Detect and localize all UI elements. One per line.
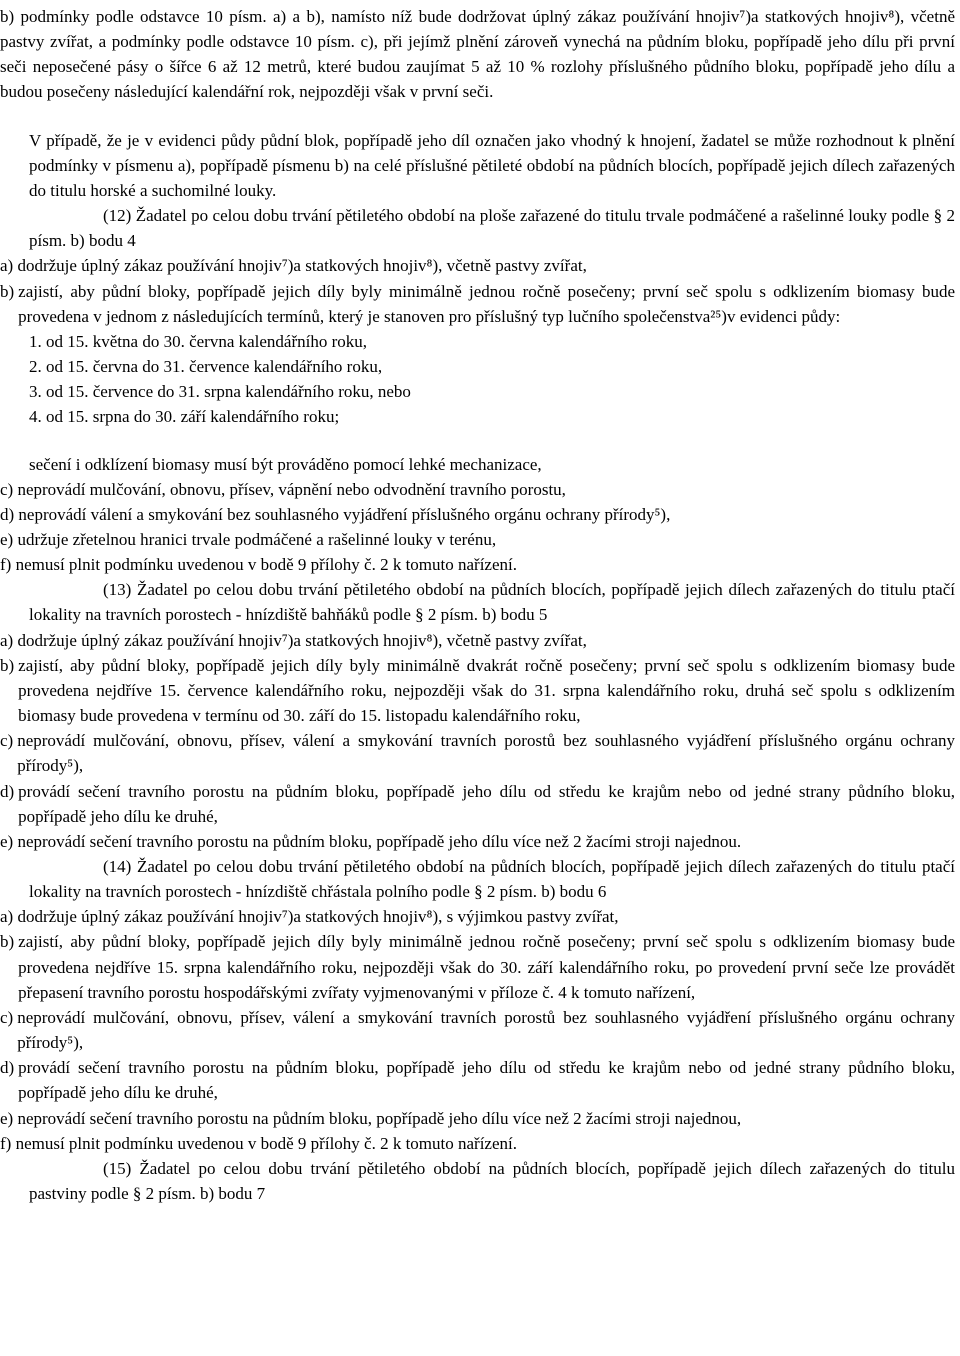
s14-item-b xyxy=(0,929,955,1004)
section-14-heading-text: (14) Žadatel po celou dobu trvání pětiletého období na půdních blocích, popřípadě jejich dílech zařazených do titulu ptačí lokality na travních porostech - hnízdiště chřástala polního podle § 2 písm. b) bodu 6 xyxy=(29,857,955,902)
s12-term-3: 3. od 15. července do 31. srpna kalendářního roku, nebo xyxy=(29,382,411,402)
s13-item-d xyxy=(0,779,955,829)
section-12-heading xyxy=(0,203,955,253)
s14-item-e xyxy=(0,1106,955,1131)
s13-item-d-text: provádí sečení travního porostu na půdním bloku, popřípadě jeho dílu od středu ke krajům nebo od jedné strany půdního bloku, popřípadě jeho dílu ke druhé, xyxy=(18,781,955,826)
s14-item-f xyxy=(0,1131,955,1156)
s12-term-1: 1. od 15. května do 30. června kalendářního roku, xyxy=(29,331,368,351)
s12-item-e-text: e) udržuje zřetelnou hranici trvale podmáčené a rašelinné louky v terénu, xyxy=(0,529,497,549)
s14-item-d-text: provádí sečení travního porostu na půdním bloku, popřípadě jeho dílu od středu ke krajům nebo od jedné strany půdního bloku, popřípadě jeho dílu ke druhé, xyxy=(18,1058,955,1103)
section-13-heading-text: (13) Žadatel po celou dobu trvání pětiletého období na půdních blocích, popřípadě jejich dílech zařazených do titulu ptačí lokality na travních porostech - hnízdiště bahňáků podle § 2 písm. b) bodu 5 xyxy=(29,580,955,625)
v-pripade-text: V případě, že je v evidenci půdy půdní blok, popřípadě jeho díl označen jako vhodný k hnojení, žadatel se může rozhodnout k plnění podmínky v písmenu a), popřípadě písmenu b) na celé příslušné pětileté období na půdních blocích, popřípadě jejich dílech zařazených do titulu horské a suchomilné louky. xyxy=(29,130,955,200)
s13-item-e-text: e) neprovádí sečení travního porostu na půdním bloku, popřípadě jeho dílu více než 2 žacími stroji najednou. xyxy=(0,831,742,851)
s12-item-c-text: c) neprovádí mulčování, obnovu, přísev, vápnění nebo odvodnění travního porostu, xyxy=(0,479,566,499)
s12-term-list xyxy=(0,329,955,430)
s14-item-b-label: b) xyxy=(0,932,15,952)
s12-seceni xyxy=(0,452,955,477)
s12-item-f-text: f) nemusí plnit podmínku uvedenou v bodě 9 přílohy č. 2 k tomuto nařízení. xyxy=(0,555,517,575)
s12-item-b-text: zajistí, aby půdní bloky, popřípadě jejich díly byly minimálně jednou ročně posečeny; první seč spolu s odklizením biomasy bude provedena v jednom z následujících termínů, který je stanoven pro příslušný typ lučního společenstva²⁵)v evidenci půdy: xyxy=(18,281,955,326)
spacer xyxy=(0,105,955,128)
s14-item-a-text: a) dodržuje úplný zákaz používání hnojiv⁷)a statkových hnojiv⁸), s výjimkou pastvy zvířat, xyxy=(0,907,619,927)
s13-item-c xyxy=(0,728,955,778)
s13-item-b xyxy=(0,653,955,728)
s13-item-a xyxy=(0,628,955,653)
s13-item-b-text: zajistí, aby půdní bloky, popřípadě jejich díly byly minimálně dvakrát ročně posečeny; první seč spolu s odklizením biomasy bude provedena nejdříve 15. července kalendářního roku, nejpozději však do 31. srpna kalendářního roku, druhá seč spolu s odklizením biomasy bude provedena v termínu od 30. září do 15. listopadu kalendářního roku, xyxy=(18,655,955,726)
section-14-heading xyxy=(0,854,955,904)
s12-item-e xyxy=(0,527,955,552)
s14-item-d-label: d) xyxy=(0,1058,15,1078)
s14-item-c-label: c) xyxy=(0,1007,14,1027)
s14-item-b-text: zajistí, aby půdní bloky, popřípadě jejich díly byly minimálně jednou ročně posečeny; první seč spolu s odklizením biomasy bude provedena nejdříve 15. srpna kalendářního roku, nejpozději však do 30. září kalendářního roku, po provedení první seče lze provádět přepasení travního porostu hospodářskými zvířaty vyjmenovanými v příloze č. 4 k tomuto nařízení, xyxy=(18,932,955,1002)
s12-item-a xyxy=(0,253,955,278)
spacer xyxy=(0,430,955,452)
s12-item-f xyxy=(0,552,955,577)
s12-item-b-label: b) xyxy=(0,281,15,301)
s13-item-a-text: a) dodržuje úplný zákaz používání hnojiv⁷)a statkových hnojiv⁸), včetně pastvy zvířat, xyxy=(0,630,587,650)
s14-item-d xyxy=(0,1055,955,1105)
s14-item-a xyxy=(0,904,955,929)
s13-item-b-label: b) xyxy=(0,655,15,675)
s12-item-d xyxy=(0,502,955,527)
s14-item-c xyxy=(0,1005,955,1055)
section-13-heading xyxy=(0,577,955,627)
s14-item-f-text: f) nemusí plnit podmínku uvedenou v bodě 9 přílohy č. 2 k tomuto nařízení. xyxy=(0,1133,517,1153)
paragraph-b-intro xyxy=(0,4,955,105)
paragraph-v-pripade xyxy=(0,128,955,203)
s13-item-c-text: neprovádí mulčování, obnovu, přísev, válení a smykování travních porostů bez souhlasného vyjádření příslušného orgánu ochrany přírody⁵), xyxy=(17,731,955,776)
s12-term-2: 2. od 15. června do 31. července kalendářního roku, xyxy=(29,357,383,377)
section-15-heading-text: (15) Žadatel po celou dobu trvání pětiletého období na půdních blocích, popřípadě jejich dílech zařazených do titulu pastviny podle § 2 písm. b) bodu 7 xyxy=(29,1158,955,1204)
s14-item-c-text: neprovádí mulčování, obnovu, přísev, válení a smykování travních porostů bez souhlasného vyjádření příslušného orgánu ochrany přírody⁵), xyxy=(17,1007,955,1053)
s12-item-c xyxy=(0,477,955,502)
section-15-heading xyxy=(0,1156,955,1206)
s12-seceni-text: sečení i odklízení biomasy musí být prováděno pomocí lehké mechanizace, xyxy=(29,454,542,474)
s13-item-c-label: c) xyxy=(0,731,14,751)
section-12-heading-text: (12) Žadatel po celou dobu trvání pětiletého období na ploše zařazené do titulu trvale podmáčené a rašelinné louky podle § 2 písm. b) bodu 4 xyxy=(29,206,955,251)
s12-item-b xyxy=(0,279,955,329)
s12-item-a-text: a) dodržuje úplný zákaz používání hnojiv⁷)a statkových hnojiv⁸), včetně pastvy zvířat, xyxy=(0,256,587,276)
s14-item-e-text: e) neprovádí sečení travního porostu na půdním bloku, popřípadě jeho dílu více než 2 žacími stroji najednou, xyxy=(0,1108,742,1128)
b-intro-text: b) podmínky podle odstavce 10 písm. a) a b), namísto níž bude dodržovat úplný zákaz používání hnojiv⁷)a statkových hnojiv⁸), včetně pastvy zvířat, a podmínky podle odstavce 10 písm. c), při jejímž plnění zároveň vynechá na půdním bloku, popřípadě jeho dílu při první seči neposečené pásy o šířce 6 až 12 metrů, které budou zaujímat 5 až 10 % rozlohy příslušného půdního bloku, popřípadě jeho dílu a budou posečeny následující kalendářní rok, nejpozději však v první seči. xyxy=(0,7,955,102)
s12-item-d-text: d) neprovádí válení a smykování bez souhlasného vyjádření příslušného orgánu ochrany přírody⁵), xyxy=(0,504,671,524)
s13-item-e xyxy=(0,829,955,854)
s13-item-d-label: d) xyxy=(0,781,15,801)
s12-term-4: 4. od 15. srpna do 30. září kalendářního roku; xyxy=(29,407,340,427)
